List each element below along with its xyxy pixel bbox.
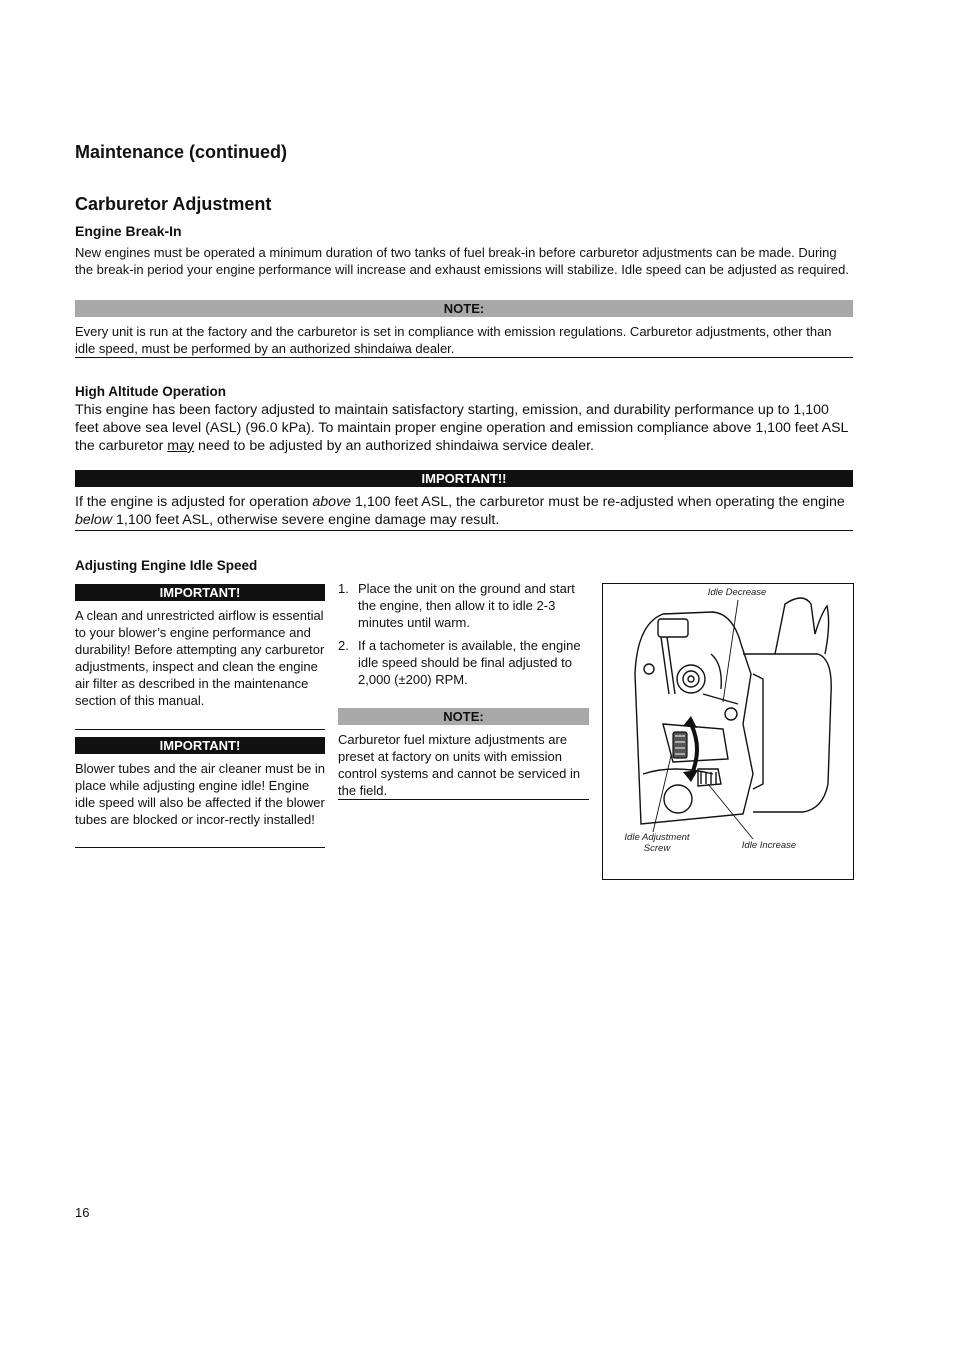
carburetor-figure — [602, 583, 854, 880]
important-airflow-bar: IMPORTANT! — [75, 584, 325, 601]
step-text: If a tachometer is available, the engine idle speed should be final adjusted to 2,000 (±200) RPM. — [358, 638, 581, 687]
note-bar: NOTE: — [75, 300, 853, 317]
subsection-title: Carburetor Adjustment — [75, 194, 272, 214]
divider — [338, 799, 589, 800]
important-tubes-body: Blower tubes and the air cleaner must be in place while adjusting engine idle! Engine idle speed will also be affected if the blower tubes are blocked or incor-rectly installed! — [75, 761, 326, 827]
important-text-1: If the engine is adjusted for operation — [75, 494, 313, 510]
note-fuel-body: Carburetor fuel mixture adjustments are preset at factory on units with emission control systems and cannot be serviced in the field. — [338, 732, 581, 798]
important-altitude-body — [75, 493, 853, 529]
high-altitude-heading: High Altitude Operation — [75, 384, 226, 399]
break-in-heading: Engine Break-In — [75, 223, 182, 239]
step-text: Place the unit on the ground and start the engine, then allow it to idle 2-3 minutes until warm. — [358, 581, 575, 630]
important-emph-above: above — [312, 494, 352, 510]
divider — [75, 357, 853, 358]
step-number: 2. — [338, 638, 349, 653]
label-idle-increase: Idle Increase — [741, 840, 797, 851]
step-item — [338, 580, 590, 631]
high-altitude-body — [75, 401, 855, 455]
important-text-2: 1,100 feet ASL, the carburetor must be re-adjusted when operating the engine — [351, 494, 845, 510]
note-fuel-bar: NOTE: — [338, 708, 589, 725]
important-tubes-bar: IMPORTANT! — [75, 737, 325, 754]
steps-container — [338, 580, 590, 694]
high-altitude-text-1: This engine has been factory adjusted to maintain satisfactory starting, emission, and durability performance up to 1,100 feet above sea level (ASL) (96.0 kPa). To maintain proper engine operation and emission compliance above 1,100 feet ASL the carburetor — [75, 402, 848, 454]
page-number: 16 — [75, 1205, 90, 1220]
divider — [75, 729, 325, 730]
step-number: 1. — [338, 581, 349, 596]
label-idle-decrease: Idle Decrease — [707, 587, 767, 598]
label-idle-adjustment-screw: Idle Adjustment Screw — [624, 832, 690, 854]
idle-speed-heading: Adjusting Engine Idle Speed — [75, 558, 258, 573]
important-altitude-bar: IMPORTANT!! — [75, 470, 853, 487]
step-item — [338, 637, 590, 688]
break-in-body: New engines must be operated a minimum duration of two tanks of fuel break-in before carburetor adjustments can be made. During the break-in period your engine performance will increase and exhaust emissions will stabilize. Idle speed can be adjusted as required. — [75, 245, 849, 277]
divider — [75, 530, 853, 531]
section-title: Maintenance (continued) — [75, 142, 288, 162]
high-altitude-emphasis: may — [167, 438, 195, 454]
note-body: Every unit is run at the factory and the carburetor is set in compliance with emission regulations. Carburetor adjustments, other than idle speed, must be performed by an authorized shindaiwa dealer. — [75, 324, 832, 356]
high-altitude-text-2: need to be adjusted by an authorized shindaiwa service dealer. — [194, 438, 594, 454]
important-airflow-body: A clean and unrestricted airflow is essential to your blower’s engine performance and durability! Before attempting any carburetor adjustments, inspect and clean the engine air filter as described in the maintenance section of this manual. — [75, 608, 325, 708]
divider — [75, 847, 325, 848]
important-emph-below: below — [75, 512, 113, 528]
important-text-3: 1,100 feet ASL, otherwise severe engine damage may result. — [112, 512, 500, 528]
